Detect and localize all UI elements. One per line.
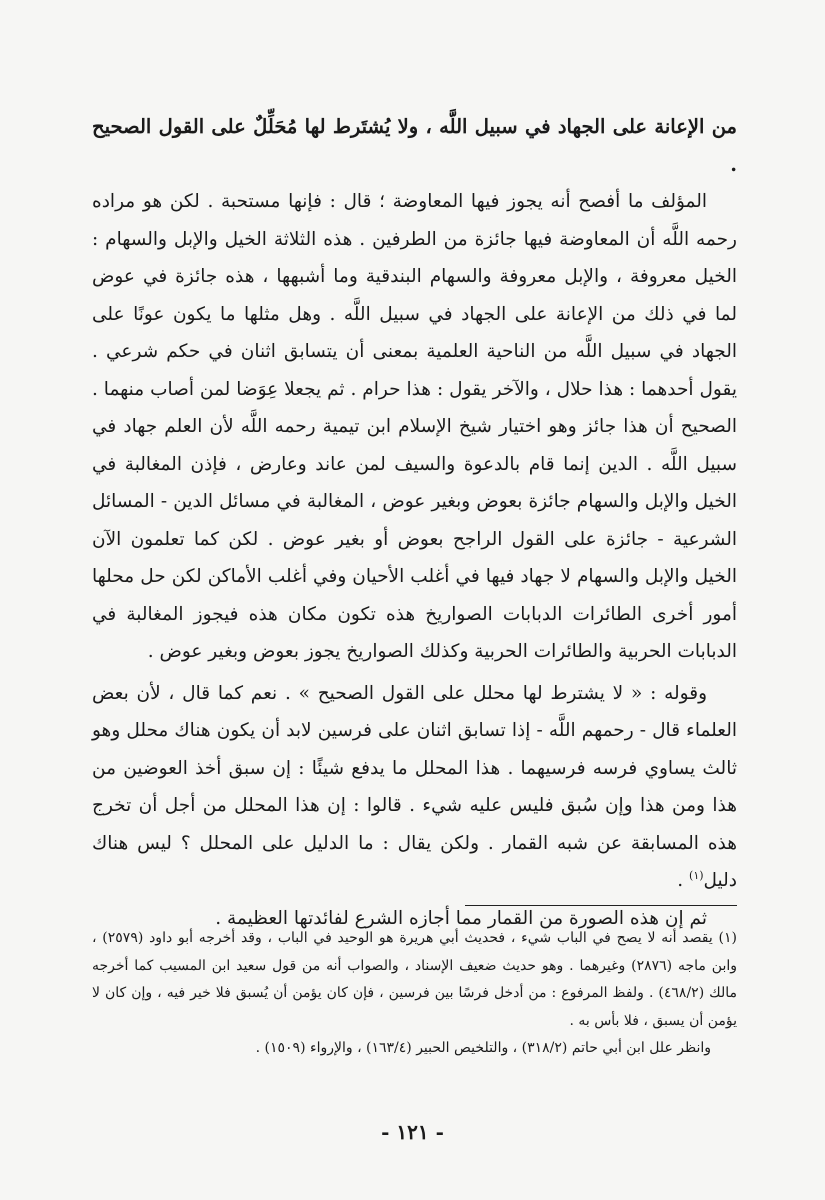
main-text (92, 108, 737, 937)
paragraph-2-text: وقوله : « لا يشترط لها محلل على القول الصحيح » . نعم كما قال ، لأن بعض العلماء قال - رحمهم اللَّه - إذا تسابق اثنان على فرسين لابد أن يكون هناك محلل وهو ثالث يساوي فرسه فرسيهما . هذا المحلل ما يدفع شيئًا : إن سبق أخذ العوضين من هذا ومن هذا وإن سُبق فليس عليه شيء . قالوا : إن هذا المحلل من أجل أن تخرج هذه المسابقة عن شبه القمار . ولكن يقال : ما الدليل على المحلل ؟ ليس هناك دليل (92, 682, 737, 891)
paragraph-2-end: . (677, 870, 690, 891)
footnote-1-continuation: وانظر علل ابن أبي حاتم (٣١٨/٢) ، والتلخيص الحبير (١٦٣/٤) ، والإرواء (١٥٠٩) . (255, 1040, 711, 1056)
footnote-1: (١) يقصد أنه لا يصح في الباب شيء ، فحديث أبي هريرة هو الوحيد في الباب ، وقد أخرجه أبو داود (٢٥٧٩) ، وابن ماجه (٢٨٧٦) وغيرهما . وهو حديث ضعيف الإسناد ، والصواب أنه من قول سعيد ابن المسيب كما أخرجه مالك (٤٦٨/٢) . ولفظ المرفوع : من أدخل فرسًا بين فرسين ، فإن كان يؤمن أن يُسبق فلا خير فيه ، وإن كان لا يؤمن أن يسبق ، فلا بأس به . (92, 930, 737, 1029)
paragraph-3: ثم إن هذه الصورة من القمار مما أجازه الشرع لفائدتها العظيمة . (215, 907, 707, 929)
footnote-reference[interactable]: (١) (689, 868, 704, 882)
heading-line: من الإعانة على الجهاد في سبيل اللَّه ، ولا يُشتَرط لها مُحَلِّلٌ على القول الصحيح . (92, 115, 737, 176)
footnote-divider (465, 905, 737, 906)
footnotes (92, 925, 737, 1063)
paragraph-1: المؤلف ما أفصح أنه يجوز فيها المعاوضة ؛ قال : فإنها مستحبة . لكن هو مراده رحمه اللَّه أن المعاوضة فيها جائزة من الطرفين . هذه الثلاثة الخيل والإبل والسهام : الخيل معروفة ، والإبل معروفة والسهام البندقية وما أشبهها ، هذه جائزة في عوض لما في ذلك من الإعانة على الجهاد في سبيل اللَّه . وهل مثلها ما يكون عونًا على الجهاد في سبيل اللَّه من الناحية العلمية بمعنى أن يتسابق اثنان في حكم شرعي . يقول أحدهما : هذا حلال ، والآخر يقول : هذا حرام . ثم يجعلا عِوَضا لمن أصاب منهما . الصحيح أن هذا جائز وهو اختيار شيخ الإسلام ابن تيمية رحمه اللَّه لأن العلم جهاد في سبيل اللَّه . الدين إنما قام بالدعوة والسيف لمن عاند وعارض ، فإذن المغالبة في الخيل والإبل والسهام جائزة بعوض وبغير عوض ، المغالبة في مسائل الدين - المسائل الشرعية - جائزة على القول الراجح بعوض أو بغير عوض . لكن كما تعلمون الآن الخيل والإبل والسهام لا جهاد فيها في أغلب الأحيان وفي أغلب الأماكن لكن حل محلها أمور أخرى الطائرات الدبابات الصواريخ هذه تكون مكان هذه فيجوز المغالبة في الدبابات الحربية والطائرات الحربية وكذلك الصواريخ يجوز بعوض وبغير عوض . (92, 191, 737, 662)
paragraph-2 (92, 675, 737, 900)
page-number: - ١٢١ - (381, 1120, 444, 1144)
